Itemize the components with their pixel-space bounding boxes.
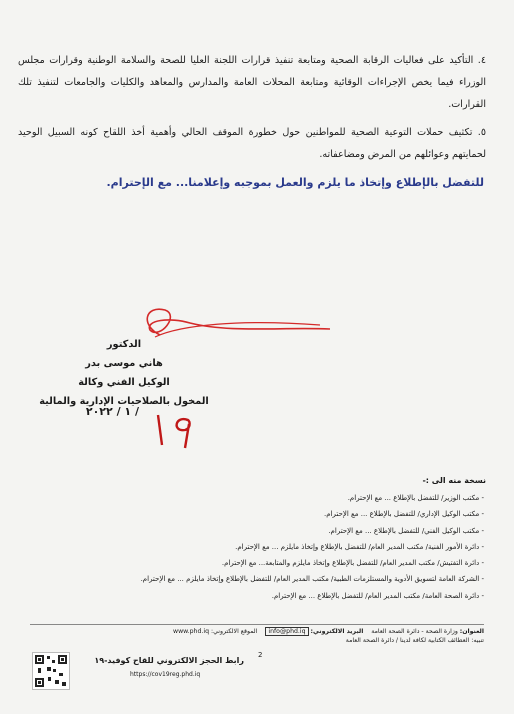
list-item: - مكتب الوكيل الإداري/ للتفضل بالإطلاع ... مع الإحترام. <box>324 510 484 519</box>
paragraph-item-4: ٤. التأكيد على فعاليات الرقابة الصحية ومتابعة تنفيذ قرارات اللجنة العليا للصحة والسلامة الوطنية وقرارات مجلس الوزراء فيما يخص الإجراءات الوقائية ومتابعة المحلات العامة والمدارس والمعاهد والكليات والجامعات لتنفيذ تلك القرارات. <box>18 54 486 110</box>
address-text: وزارة الصحة - دائرة الصحة العامة <box>371 628 458 635</box>
list-item: - مكتب الوزير/ للتفضل بالإطلاع ... مع الإحترام. <box>347 494 484 502</box>
signature-block <box>29 335 219 411</box>
footer <box>44 627 484 645</box>
list-item: - الشركة العامة لتسويق الأدوية والمستلزمات الطبية/ مكتب المدير العام/ للتفضل بالإطلاع وإتخاذ مايلزم ... مع الإحترام. <box>140 575 484 584</box>
signer-name: هاني موسى بدر <box>85 358 163 369</box>
signer-title: الدكتور <box>106 339 142 350</box>
website-link[interactable]: www.phd.iq <box>173 628 210 635</box>
list-item: - دائرة الأمور الفنية/ مكتب المدير العام/ للتفضل بالإطلاع وإتخاذ مايلزم ... مع الإحترام. <box>235 542 484 551</box>
list-item: - دائرة الصحة العامة/ مكتب المدير العام/ للتفضل بالإطلاع ... مع الإحترام. <box>271 591 484 600</box>
list-item: - دائرة التفتيش/ مكتب المدير العام/ للتفضل بالإطلاع وإتخاذ مايلزم والمتابعة... مع الإحترام. <box>221 559 484 568</box>
qr-caption: رابط الحجز الالكتروني للقاح كوفيد-١٩ <box>94 656 244 665</box>
page-number: 2 <box>258 651 263 659</box>
svg-text:١٩: ١٩ <box>150 410 152 411</box>
footer-divider <box>30 624 484 625</box>
paragraph-item-5: ٥. تكثيف حملات التوعية الصحية للمواطنين حول خطورة الموقف الحالي وأهمية أخذ اللقاح كونه السبيل الوحيد لحمايتهم وعوائلهم من المرض ومضاعفاته. <box>18 126 486 160</box>
email-label: البريد الالكتروني: <box>310 628 364 635</box>
qr-code[interactable] <box>32 652 70 690</box>
closing-statement: للتفضل بالإطلاع وإتخاذ ما يلزم والعمل بموجبه وإعلامنا... مع الإحترام. <box>106 176 484 189</box>
copies-list <box>104 490 484 604</box>
copies-title: نسخة منه الى :- <box>422 476 486 485</box>
footer-note: تنبيه: العطائف الكتابية لكافة لدينا / دائرة الصحة العامة <box>345 637 484 644</box>
handwritten-date <box>150 410 200 450</box>
qr-url[interactable]: https://cov19reg.phd.iq <box>130 671 201 678</box>
signer-position: الوكيل الفني وكالة <box>78 377 170 388</box>
address-label: العنوان: <box>459 628 484 635</box>
website-label: الموقع الالكتروني: <box>211 628 258 635</box>
list-item: - مكتب الوكيل الفني/ للتفضل بالإطلاع ... مع الإحترام. <box>328 526 484 535</box>
qr-code-icon <box>33 653 69 689</box>
signer-authority: المخول بالصلاحيات الإدارية والمالية <box>39 396 209 407</box>
email-link[interactable]: info@phd.iq <box>265 627 308 636</box>
printed-date: / ١ / ٢٠٢٢ <box>85 405 139 418</box>
